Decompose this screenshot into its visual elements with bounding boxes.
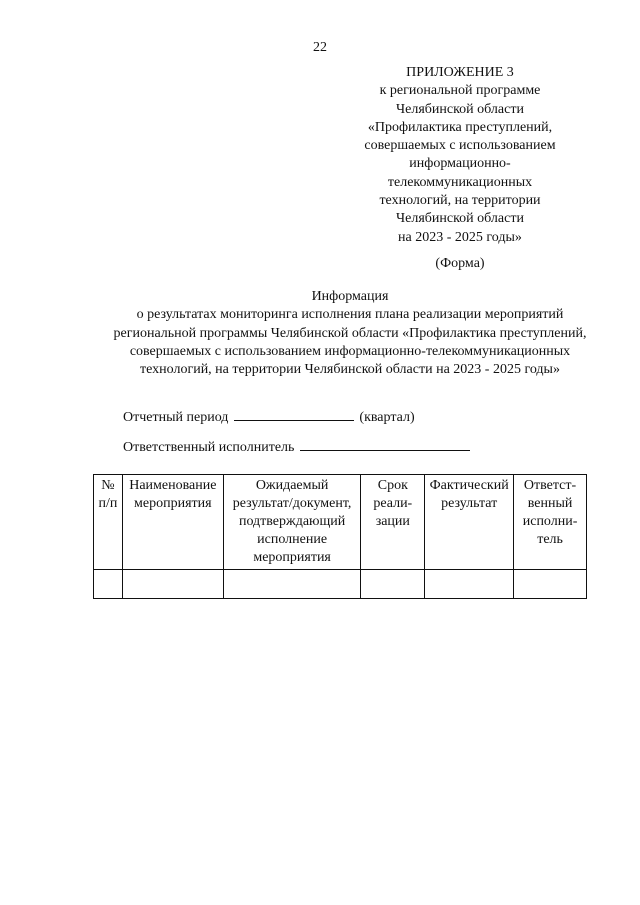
table-cell[interactable]	[425, 570, 514, 599]
table-cell[interactable]	[514, 570, 587, 599]
appendix-line: «Профилактика преступлений,	[367, 119, 553, 135]
table-row	[94, 570, 587, 599]
table-cell[interactable]	[122, 570, 223, 599]
info-title-line: совершаемых с использованием информационно-телекоммуникационных	[129, 343, 571, 359]
appendix-line: телекоммуникационных	[387, 174, 533, 190]
report-table	[93, 474, 587, 599]
reporting-period-row	[123, 408, 415, 426]
reporting-period-blank[interactable]	[234, 408, 354, 421]
executor-label: Ответственный исполнитель	[123, 440, 295, 455]
header-number: № п/п	[94, 475, 123, 570]
appendix-line: совершаемых с использованием	[364, 138, 556, 154]
appendix-line: технологий, на территории	[379, 193, 541, 209]
header-event-name: Наименование мероприятия	[122, 475, 223, 570]
appendix-line: ПРИЛОЖЕНИЕ 3	[406, 65, 514, 80]
info-title-line: технологий, на территории Челябинской области на 2023 - 2025 годы»	[140, 362, 560, 378]
reporting-period-label: Отчетный период	[123, 410, 229, 425]
table-cell[interactable]	[94, 570, 123, 599]
table-header-row	[94, 475, 587, 570]
info-title-heading: Информация	[311, 289, 389, 304]
appendix-line: на 2023 - 2025 годы»	[398, 229, 522, 245]
appendix-line: Челябинской области	[396, 211, 524, 227]
appendix-line: Челябинской области	[396, 101, 524, 117]
reporting-period-suffix: (квартал)	[359, 410, 415, 425]
appendix-line: к региональной программе	[379, 83, 541, 99]
table-cell[interactable]	[223, 570, 361, 599]
table-cell[interactable]	[361, 570, 425, 599]
header-expected-result: Ожидаемый результат/документ, подтверждающий исполнение мероприятия	[223, 475, 361, 570]
header-responsible: Ответст- венный исполни- тель	[514, 475, 587, 570]
form-label: (Форма)	[435, 256, 485, 271]
page-number: 22	[313, 40, 327, 55]
header-deadline: Срок реали- зации	[361, 475, 425, 570]
appendix-block	[340, 64, 580, 247]
info-title-line: региональной программы Челябинской области «Профилактика преступлений,	[113, 325, 587, 341]
info-title	[40, 288, 640, 379]
info-title-line: о результатах мониторинга исполнения плана реализации мероприятий	[136, 307, 564, 323]
appendix-line: информационно-	[409, 156, 511, 172]
header-actual-result: Фактический результат	[425, 475, 514, 570]
executor-blank[interactable]	[300, 438, 470, 451]
executor-row	[123, 438, 472, 456]
